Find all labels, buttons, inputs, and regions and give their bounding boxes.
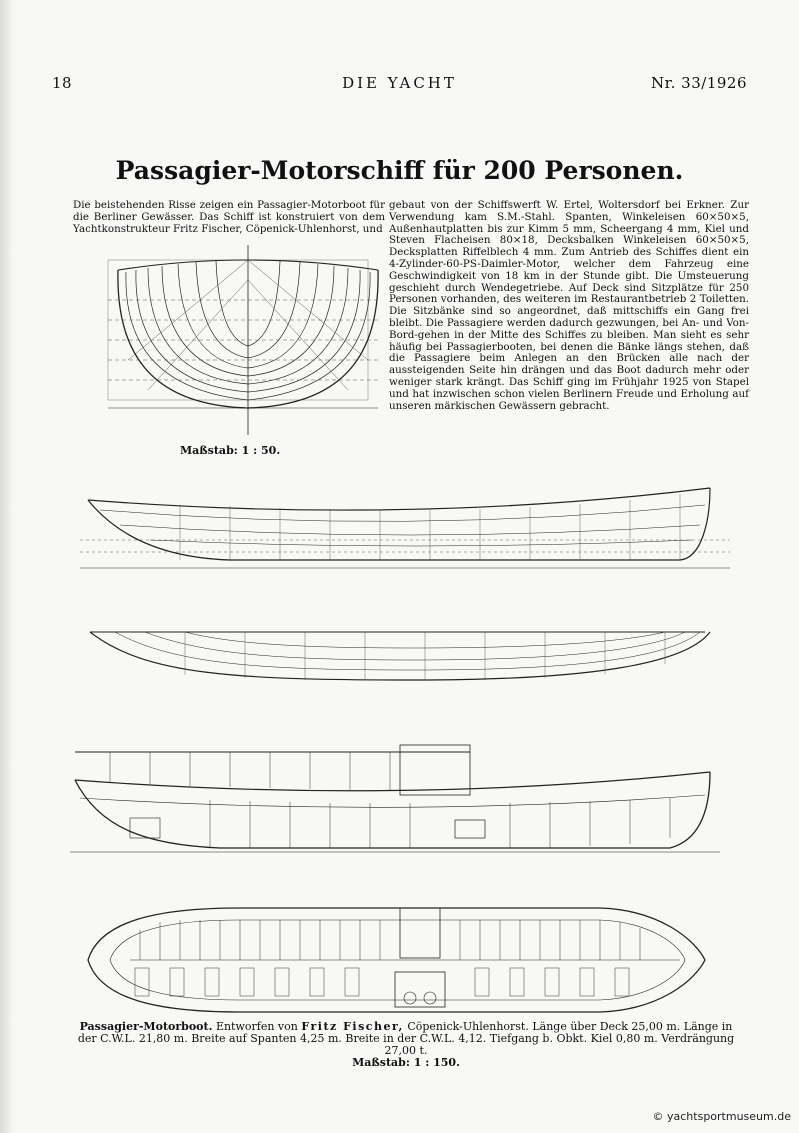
half-breadth-plan-drawing (85, 620, 725, 690)
issue-number: Nr. 33/1926 (651, 74, 747, 92)
article-body-column: gebaut von der Schiffswerft W. Ertel, Woltersdorf bei Erkner. Zur Verwendung kam S.M.-Stahl. Spanten, Winkeleisen 60×50×5, Außenhautplatten bis zur Kimm 5 mm, Scheergang 4 mm, Kiel und Steven Flacheisen 80×18, Decksbalken Winkeleisen 60×50×5, Decksplatten Riffelblech 4 mm. Zum Antrieb des Schiffes dient ein 4-Zylinder-60-PS-Daimler-Motor, welcher dem Fahrzeug eine Geschwindigkeit von 18 km in der Stunde gibt. Die Umsteuerung geschieht durch Wendegetriebe. Auf Deck sind Sitzplätze für 250 Personen vorhanden, des weiteren im Restaurantbetrieb 2 Toiletten. Die Sitzbänke sind so angeordnet, daß mittschiffs ein Gang frei bleibt. Die Passagiere werden dadurch gezwungen, bei An- und Von-Bord-gehen in der Mitte des Schiffes zu bleiben. Man sieht es sehr häufig bei Passagierbooten, bei denen die Bänke längs stehen, daß die Passagiere beim Anlegen an den Brücken alle nach der aussteigenden Seite hin drängen und das Boot dadurch mehr oder weniger stark krängt. Das Schiff ging im Frühjahr 1925 von Stapel und hat inzwischen schon vielen Berlinern Freude und Erholung auf unseren märkischen Gewässern gebracht. (389, 199, 749, 412)
body-plan-drawing (58, 240, 388, 440)
magazine-title: DIE YACHT (342, 74, 457, 92)
article-title: Passagier-Motorschiff für 200 Personen. (115, 156, 684, 185)
caption-details: Cöpenick-Uhlenhorst. Länge über Deck 25,00 m. Länge in der C.W.L. 21,80 m. Breite auf Spanten 4,25 m. Breite in der C.W.L. 4,12. Tiefgang b. Obkt. Kiel 0,80 m. Verdrängung 27,00 t. (77, 1020, 735, 1057)
caption-designer: Fritz Fischer, (301, 1020, 404, 1033)
figure-caption (73, 1021, 739, 1069)
caption-designed: Entworfen von (215, 1020, 298, 1033)
caption-lead: Passagier-Motorboot. (79, 1020, 213, 1033)
caption-scale: Maßstab: 1 : 150. (352, 1056, 460, 1069)
construction-section-drawing (70, 740, 720, 860)
body-plan-scale: Maßstab: 1 : 50. (180, 444, 281, 457)
deck-plan-drawing (80, 900, 710, 1020)
article-intro-column: Die beistehenden Risse zeigen ein Passagier-Motorboot für die Berliner Gewässer. Das Schiff ist konstruiert von dem Yachtkonstrukteur Fritz Fischer, Cöpenick-Uhlenhorst, und (73, 199, 385, 235)
museum-watermark: © yachtsportmuseum.de (652, 1110, 791, 1123)
sheer-plan-drawing (80, 480, 730, 580)
page-number: 18 (52, 74, 73, 92)
